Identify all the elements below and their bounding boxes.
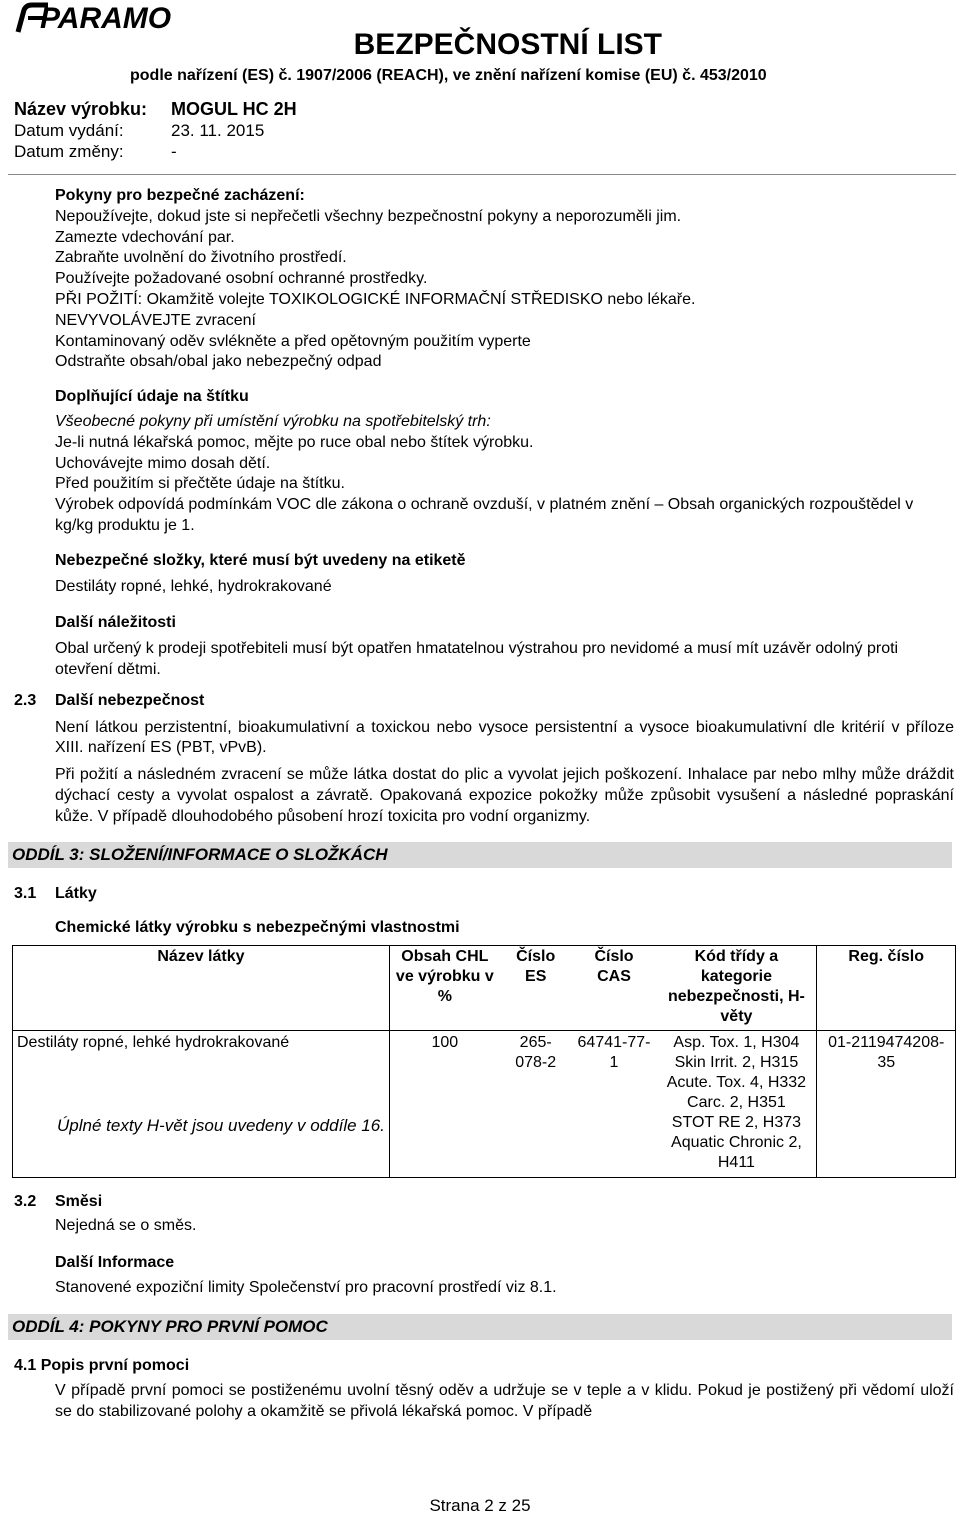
label-extra-line: Uchovávejte mimo dosah dětí. — [55, 454, 271, 472]
label-extra-italic: Všeobecné pokyny při umístění výrobku na spotřebitelský trh: — [55, 412, 491, 430]
document-title: BEZPEČNOSTNÍ LIST — [353, 28, 662, 61]
table-header-cell: Číslo CAS — [572, 946, 657, 1031]
section-3-2-heading: Směsi — [55, 1193, 103, 1211]
substance-name-text: Destiláty ropné, lehké hydrokrakované — [17, 1034, 290, 1052]
table-header-cell: Číslo ES — [500, 946, 572, 1031]
section-3-bar: ODDÍL 3: SLOŽENÍ/INFORMACE O SLOŽKÁCH — [8, 842, 952, 868]
change-date-value: - — [171, 142, 177, 161]
table-header-row — [13, 946, 956, 1031]
substance-content: 100 — [389, 1031, 499, 1178]
table-header-cell: Název látky — [13, 946, 390, 1031]
section-3-1-heading: Látky — [55, 884, 97, 902]
more-info-text: Stanovené expoziční limity Společenství pro pracovní prostředí viz 8.1. — [55, 1278, 557, 1296]
table-header-cell: Kód třídy a kategorie nebezpečnosti, H-věty — [656, 946, 817, 1031]
header-divider — [8, 174, 956, 175]
section-2-3 — [14, 691, 954, 828]
change-date-label: Datum změny: — [14, 142, 124, 161]
label-extra-line: Před použitím si přečtěte údaje na štítku. — [55, 475, 345, 493]
section-4-1-heading: 4.1 Popis první pomoci — [14, 1357, 190, 1375]
label-extra-line: Je-li nutná lékařská pomoc, mějte po ruce obal nebo štítek výrobku. — [55, 433, 534, 451]
section-2-3-paragraph: Není látkou perzistentní, bioakumulativní a toxickou nebo vysoce persistentní a vysoce bioakumulativní dle kritérií v příloze XIII. nařízení ES (PBT, vPvB). — [55, 718, 954, 757]
handling-line: NEVYVOLÁVEJTE zvracení — [55, 311, 256, 329]
handling-line: Zabraňte uvolnění do životního prostředí. — [55, 249, 347, 267]
label-extra-heading: Doplňující údaje na štítku — [55, 388, 249, 406]
handling-line: Zamezte vdechování par. — [55, 228, 235, 246]
class-item: Skin Irrit. 2, H315 — [674, 1054, 799, 1072]
other-requirements-heading: Další náležitosti — [55, 614, 176, 632]
issue-date-label: Datum vydání: — [14, 121, 124, 140]
table-caption: Chemické látky výrobku s nebezpečnými vlastnostmi — [55, 919, 460, 937]
handling-line: Nepoužívejte, dokud jste si nepřečetli všechny bezpečnostní pokyny a neporozuměli jim. — [55, 207, 682, 225]
other-requirements-text: Obal určený k prodeji spotřebiteli musí být opatřen hmatatelnou výstrahou pro nevidomé a musí mít uzávěr odolný proti otevření dětmi. — [55, 640, 899, 678]
h-statements-note: Úplné texty H-vět jsou uvedeny v oddíle 16. — [57, 1116, 385, 1136]
document-subtitle: podle nařízení (ES) č. 1907/2006 (REACH), ve znění nařízení komise (EU) č. 453/2010 — [130, 67, 767, 84]
document-body — [14, 186, 954, 1423]
logo-text: PARAMO — [40, 2, 172, 35]
hazardous-components-value: Destiláty ropné, lehké, hydrokrakované — [55, 577, 332, 595]
table-header-cell: Reg. číslo — [817, 946, 956, 1031]
page-number: Strana 2 z 25 — [429, 1496, 531, 1515]
handling-heading: Pokyny pro bezpečné zacházení: — [55, 187, 305, 204]
handling-line: Kontaminovaný oděv svlékněte a před opětovným použitím vyperte — [55, 332, 531, 350]
section-2-3-heading: Další nebezpečnost — [55, 691, 205, 709]
class-item: Carc. 2, H351 — [687, 1094, 786, 1112]
section-2-3-paragraph: Při požití a následném zvracení se může látka dostat do plic a vyvolat jejich poškození. Inhalace par nebo mlhy může dráždit dýchací cesty a vyvolat ospalost a závratě. Opakovaná expozice pokožky může způsobit vysušení a následné popraskání kůže. V případě dlouhodobého působení hrozí toxicita pro vodní organizmy. — [55, 766, 954, 825]
table-row — [13, 1031, 956, 1178]
substance-classes — [656, 1031, 817, 1178]
section-4-1-text: V případě první pomoci se postiženému uvolní těsný oděv a udržuje se v teple a v klidu. Pokud je postižený při vědomí uloží se do stabilizované polohy a okamžitě se přivolá lékařská pomoc. V případě — [55, 1382, 954, 1421]
paramo-logo — [14, 2, 214, 43]
voc-statement: Výrobek odpovídá podmínkám VOC dle zákona o ochraně ovzduší, v platném znění – Obsah organických rozpouštědel v kg/kg produktu je 1. — [55, 496, 914, 534]
substance-reg: 01-2119474208-35 — [817, 1031, 956, 1178]
more-info-heading: Další Informace — [55, 1253, 175, 1271]
handling-line: Používejte požadované osobní ochranné prostředky. — [55, 270, 428, 288]
handling-line: Odstraňte obsah/obal jako nebezpečný odpad — [55, 353, 382, 371]
paramo-logo-graphic — [14, 2, 214, 36]
product-name-value: MOGUL HC 2H — [171, 99, 297, 119]
substance-es: 265-078-2 — [500, 1031, 572, 1178]
substance-name — [13, 1031, 390, 1178]
handling-line: PŘI POŽITÍ: Okamžitě volejte TOXIKOLOGICKÉ INFORMAČNÍ STŘEDISKO nebo lékaře. — [55, 290, 696, 308]
section-3-2 — [14, 1192, 954, 1298]
product-meta — [14, 99, 297, 162]
section-4-bar: ODDÍL 4: POKYNY PRO PRVNÍ POMOC — [8, 1314, 952, 1340]
section-2-3-number: 2.3 — [14, 691, 37, 709]
section-3-2-number: 3.2 — [14, 1193, 37, 1211]
product-name-label: Název výrobku: — [14, 99, 148, 119]
class-item: Acute. Tox. 4, H332 — [666, 1074, 807, 1092]
table-header-cell: Obsah CHL ve výrobku v % — [389, 946, 499, 1031]
substance-cas: 64741-77-1 — [572, 1031, 657, 1178]
handling-block — [14, 186, 954, 681]
class-item: STOT RE 2, H373 — [671, 1114, 802, 1132]
hazardous-components-heading: Nebezpečné složky, které musí být uvedeny na etiketě — [55, 551, 466, 569]
section-3-1-number: 3.1 — [14, 884, 37, 902]
section-3-1 — [14, 884, 954, 905]
class-item: Asp. Tox. 1, H304 — [673, 1034, 800, 1052]
issue-date-value: 23. 11. 2015 — [171, 121, 265, 140]
class-item: Aquatic Chronic 2, H411 — [671, 1134, 802, 1172]
substances-table — [12, 945, 956, 1178]
section-3-2-text: Nejedná se o směs. — [55, 1217, 197, 1234]
